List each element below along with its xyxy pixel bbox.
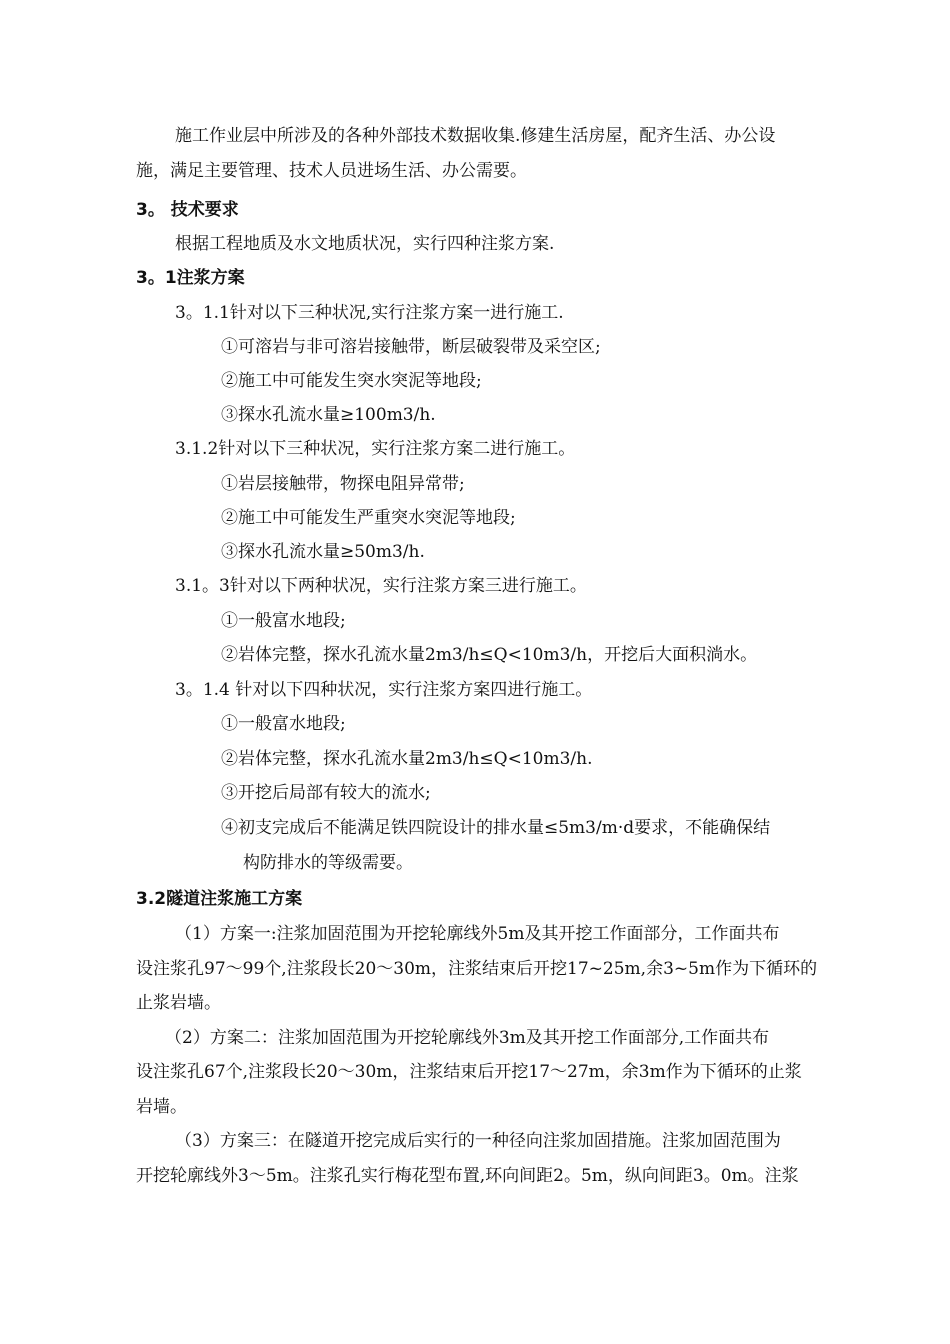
list-item: ④初支完成后不能满足铁四院设计的排水量≤5m3/m·d要求，不能确保结 (221, 818, 771, 838)
list-item: ②岩体完整，探水孔流水量2m3/h≤Q<10m3/h. (221, 749, 593, 769)
section-heading: 3。 技术要求 (136, 200, 239, 220)
paragraph-line: （1）方案一:注浆加固范围为开挖轮廓线外5m及其开挖工作面部分，工作面共布 (175, 924, 780, 944)
paragraph-line: 岩墙。 (136, 1097, 187, 1117)
paragraph-line: 根据工程地质及水文地质状况，实行四种注浆方案. (175, 234, 555, 254)
list-item: ①岩层接触带，物探电阻异常带; (221, 474, 465, 494)
paragraph-line: 施工作业层中所涉及的各种外部技术数据收集.修建生活房屋，配齐生活、办公设 (175, 126, 776, 146)
list-item: ①一般富水地段; (221, 611, 346, 631)
paragraph-line: 开挖轮廓线外3～5m。注浆孔实行梅花型布置,环向间距2。5m，纵向间距3。0m。注浆 (136, 1166, 799, 1186)
subsection-line: 3.1.2针对以下三种状况，实行注浆方案二进行施工。 (175, 439, 576, 459)
list-item: ③探水孔流水量≥50m3/h. (221, 542, 425, 562)
paragraph-line: 设注浆孔97～99个,注浆段长20～30m，注浆结束后开挖17~25m,余3~5m作为下循环的 (136, 959, 818, 979)
list-item-continuation: 构防排水的等级需要。 (243, 853, 413, 873)
subsection-line: 3.1。3针对以下两种状况，实行注浆方案三进行施工。 (175, 576, 587, 596)
list-item: ①可溶岩与非可溶岩接触带，断层破裂带及采空区; (221, 337, 601, 357)
list-item: ③开挖后局部有较大的流水; (221, 783, 431, 803)
section-heading: 3。1注浆方案 (136, 268, 245, 288)
paragraph-line: 施，满足主要管理、技术人员进场生活、办公需要。 (136, 161, 527, 181)
subsection-line: 3。1.1针对以下三种状况,实行注浆方案一进行施工. (175, 303, 564, 323)
list-item: ②施工中可能发生严重突水突泥等地段; (221, 508, 516, 528)
paragraph-line: 设注浆孔67个,注浆段长20～30m，注浆结束后开挖17～27m，余3m作为下循环的止浆 (136, 1062, 802, 1082)
list-item: ②施工中可能发生突水突泥等地段; (221, 371, 482, 391)
list-item: ③探水孔流水量≥100m3/h. (221, 405, 436, 425)
paragraph-line: 止浆岩墙。 (136, 993, 221, 1013)
section-heading: 3.2隧道注浆施工方案 (136, 889, 303, 909)
paragraph-line: （2）方案二：注浆加固范围为开挖轮廓线外3m及其开挖工作面部分,工作面共布 (165, 1028, 770, 1048)
paragraph-line: （3）方案三：在隧道开挖完成后实行的一种径向注浆加固措施。注浆加固范围为 (175, 1131, 781, 1151)
subsection-line: 3。1.4 针对以下四种状况，实行注浆方案四进行施工。 (175, 680, 593, 700)
list-item: ②岩体完整，探水孔流水量2m3/h≤Q<10m3/h，开挖后大面积淌水。 (221, 645, 758, 665)
list-item: ①一般富水地段; (221, 714, 346, 734)
